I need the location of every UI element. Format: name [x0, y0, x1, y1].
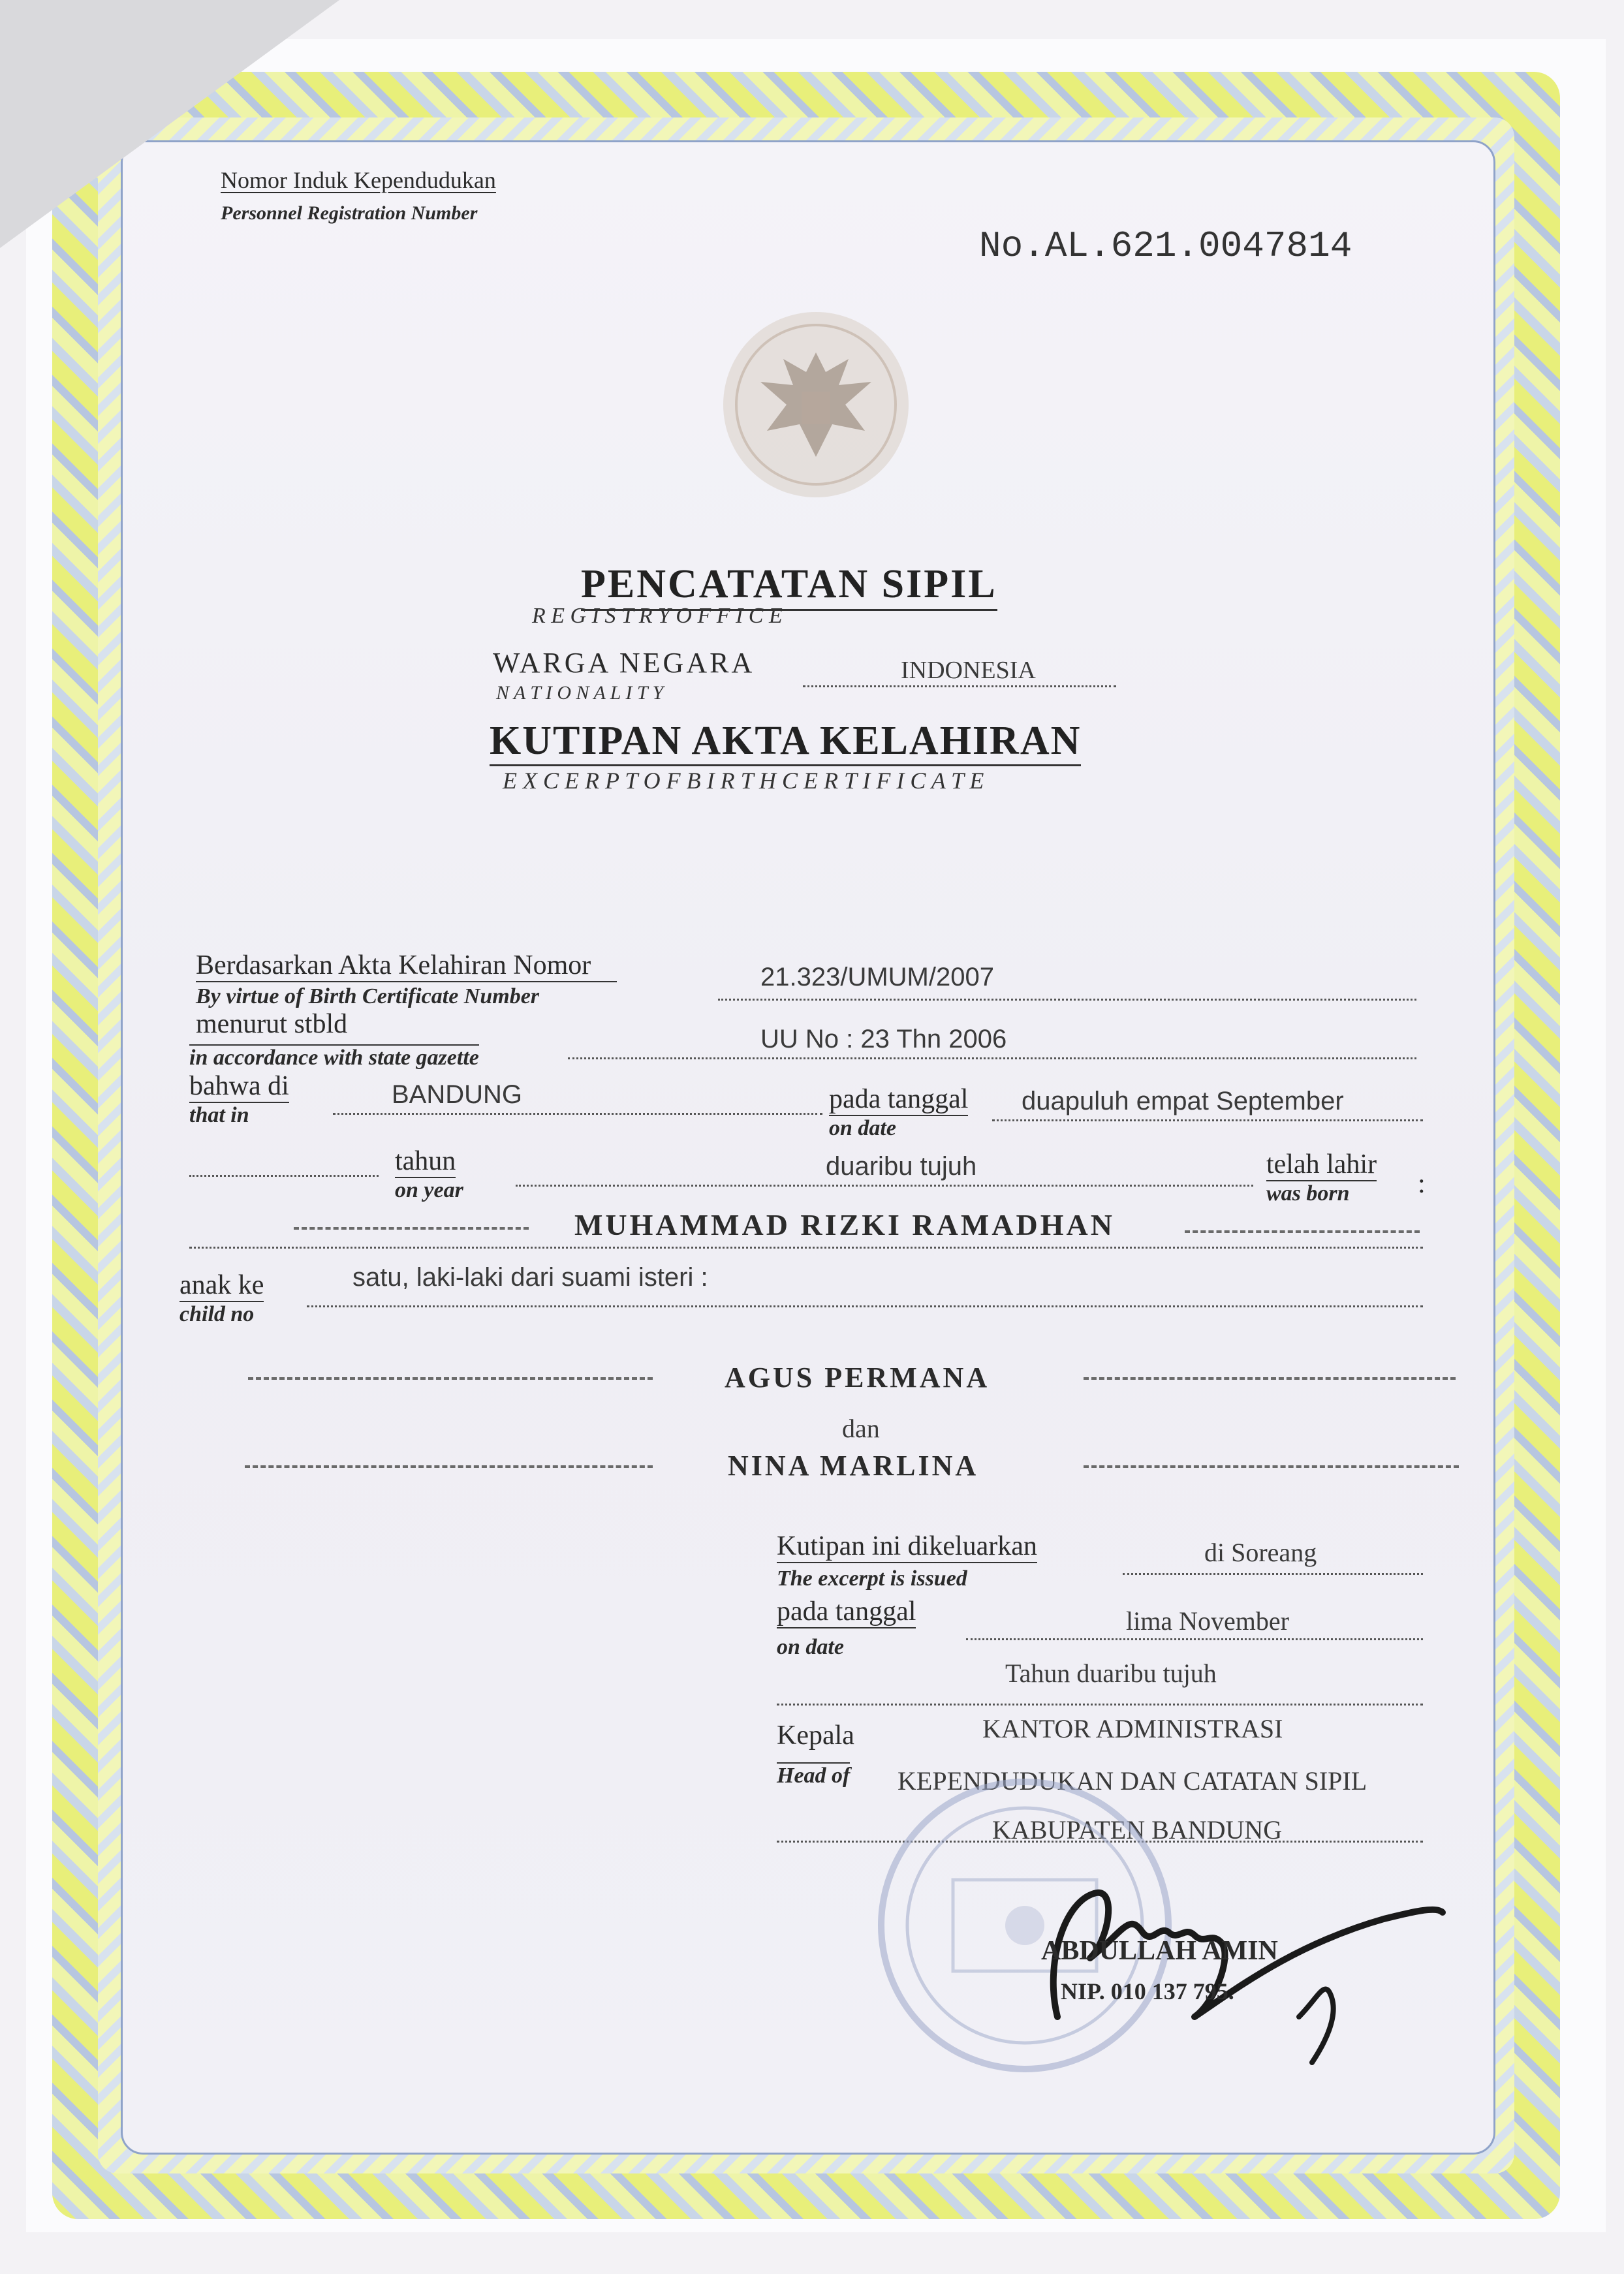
basis-dotted-line [718, 999, 1416, 1001]
child-name: MUHAMMAD RIZKI RAMADHAN [574, 1208, 1115, 1241]
and-text: dan [842, 1414, 880, 1443]
issue-date-label: pada tanggal [777, 1596, 916, 1628]
child-no-label-en: child no [180, 1302, 255, 1326]
year-label-en: on year [395, 1178, 463, 1202]
issued-label-en: The excerpt is issued [777, 1566, 967, 1591]
nationality-label: WARGA NEGARA [493, 647, 755, 679]
basis-label-en: By virtue of Birth Certificate Number [196, 984, 540, 1008]
born-label-en: was born [1266, 1181, 1350, 1206]
father-left-dashes [248, 1377, 653, 1380]
stbld-value: UU No : 23 Thn 2006 [760, 1025, 1007, 1053]
stbld-dotted-line [568, 1057, 1416, 1059]
issue-year-dotted-line [777, 1704, 1423, 1706]
issued-dotted-line [1123, 1573, 1423, 1575]
nik-label: Nomor Induk Kependudukan [221, 167, 496, 193]
year-lead-dotted-line [189, 1175, 379, 1177]
issue-date-dotted-line [966, 1638, 1423, 1640]
year-label: tahun [395, 1145, 456, 1178]
nationality-dotted-line [803, 685, 1116, 687]
issued-label: Kutipan ini dikeluarkan [777, 1531, 1037, 1563]
mother-name: NINA MARLINA [728, 1450, 979, 1482]
year-dotted-line [516, 1185, 1253, 1187]
nik-label-en: Personnel Registration Number [221, 202, 478, 224]
mother-right-dashes [1084, 1465, 1459, 1468]
child-no-value: satu, laki-laki dari suami isteri : [352, 1263, 708, 1292]
official-name: ABDULLAH AMIN [1041, 1936, 1278, 1966]
nationality-value: INDONESIA [901, 657, 1036, 684]
date-label: pada tanggal [829, 1083, 968, 1116]
child-name-left-dashes [294, 1227, 529, 1230]
place-value: BANDUNG [392, 1080, 523, 1109]
year-value: duaribu tujuh [826, 1152, 977, 1181]
born-colon: : [1418, 1169, 1426, 1199]
document-title: KUTIPAN AKTA KELAHIRAN [490, 718, 1081, 766]
basis-value: 21.323/UMUM/2007 [760, 963, 994, 991]
child-no-label: anak ke [180, 1269, 264, 1302]
certificate-number: No.AL.621.0047814 [979, 225, 1352, 267]
office-line-2: KEPENDUDUKAN DAN CATATAN SIPIL [898, 1766, 1367, 1796]
born-label: telah lahir [1266, 1149, 1377, 1181]
place-label: bahwa di [189, 1070, 289, 1103]
issued-value: di Soreang [1204, 1538, 1317, 1567]
mother-left-dashes [245, 1465, 653, 1468]
issue-date-value: lima November [1126, 1606, 1289, 1636]
place-dotted-line [333, 1113, 822, 1115]
official-nip: NIP. 010 137 795. [1061, 1978, 1234, 2004]
stbld-label-en: in accordance with state gazette [189, 1046, 479, 1070]
office-line-1: KANTOR ADMINISTRASI [982, 1714, 1283, 1743]
office-line-3: KABUPATEN BANDUNG [992, 1815, 1283, 1845]
date-value: duapuluh empat September [1022, 1087, 1344, 1115]
child-no-dotted-line [307, 1305, 1423, 1307]
basis-label: Berdasarkan Akta Kelahiran Nomor [196, 950, 617, 982]
child-name-dotted-line [189, 1247, 1423, 1249]
issue-date-label-en: on date [777, 1635, 844, 1659]
father-name: AGUS PERMANA [725, 1362, 990, 1394]
head-label: Kepala [777, 1721, 854, 1751]
date-label-en: on date [829, 1116, 896, 1140]
head-label-en: Head of [777, 1764, 851, 1788]
issue-year-value: Tahun duaribu tujuh [1005, 1659, 1217, 1688]
document-title-en: E X C E R P T O F B I R T H C E R T I F I C A T E [503, 768, 984, 794]
place-label-en: that in [189, 1103, 249, 1127]
date-dotted-line [992, 1119, 1423, 1121]
garuda-emblem [718, 307, 914, 503]
office-title-en: R E G I S T R Y O F F I C E [532, 604, 783, 628]
stbld-label: menurut stbld [196, 1009, 348, 1039]
office-title: PENCATATAN SIPIL [581, 561, 997, 611]
father-right-dashes [1084, 1377, 1456, 1380]
nationality-label-en: N A T I O N A L I T Y [496, 682, 664, 704]
child-name-right-dashes [1185, 1230, 1420, 1233]
